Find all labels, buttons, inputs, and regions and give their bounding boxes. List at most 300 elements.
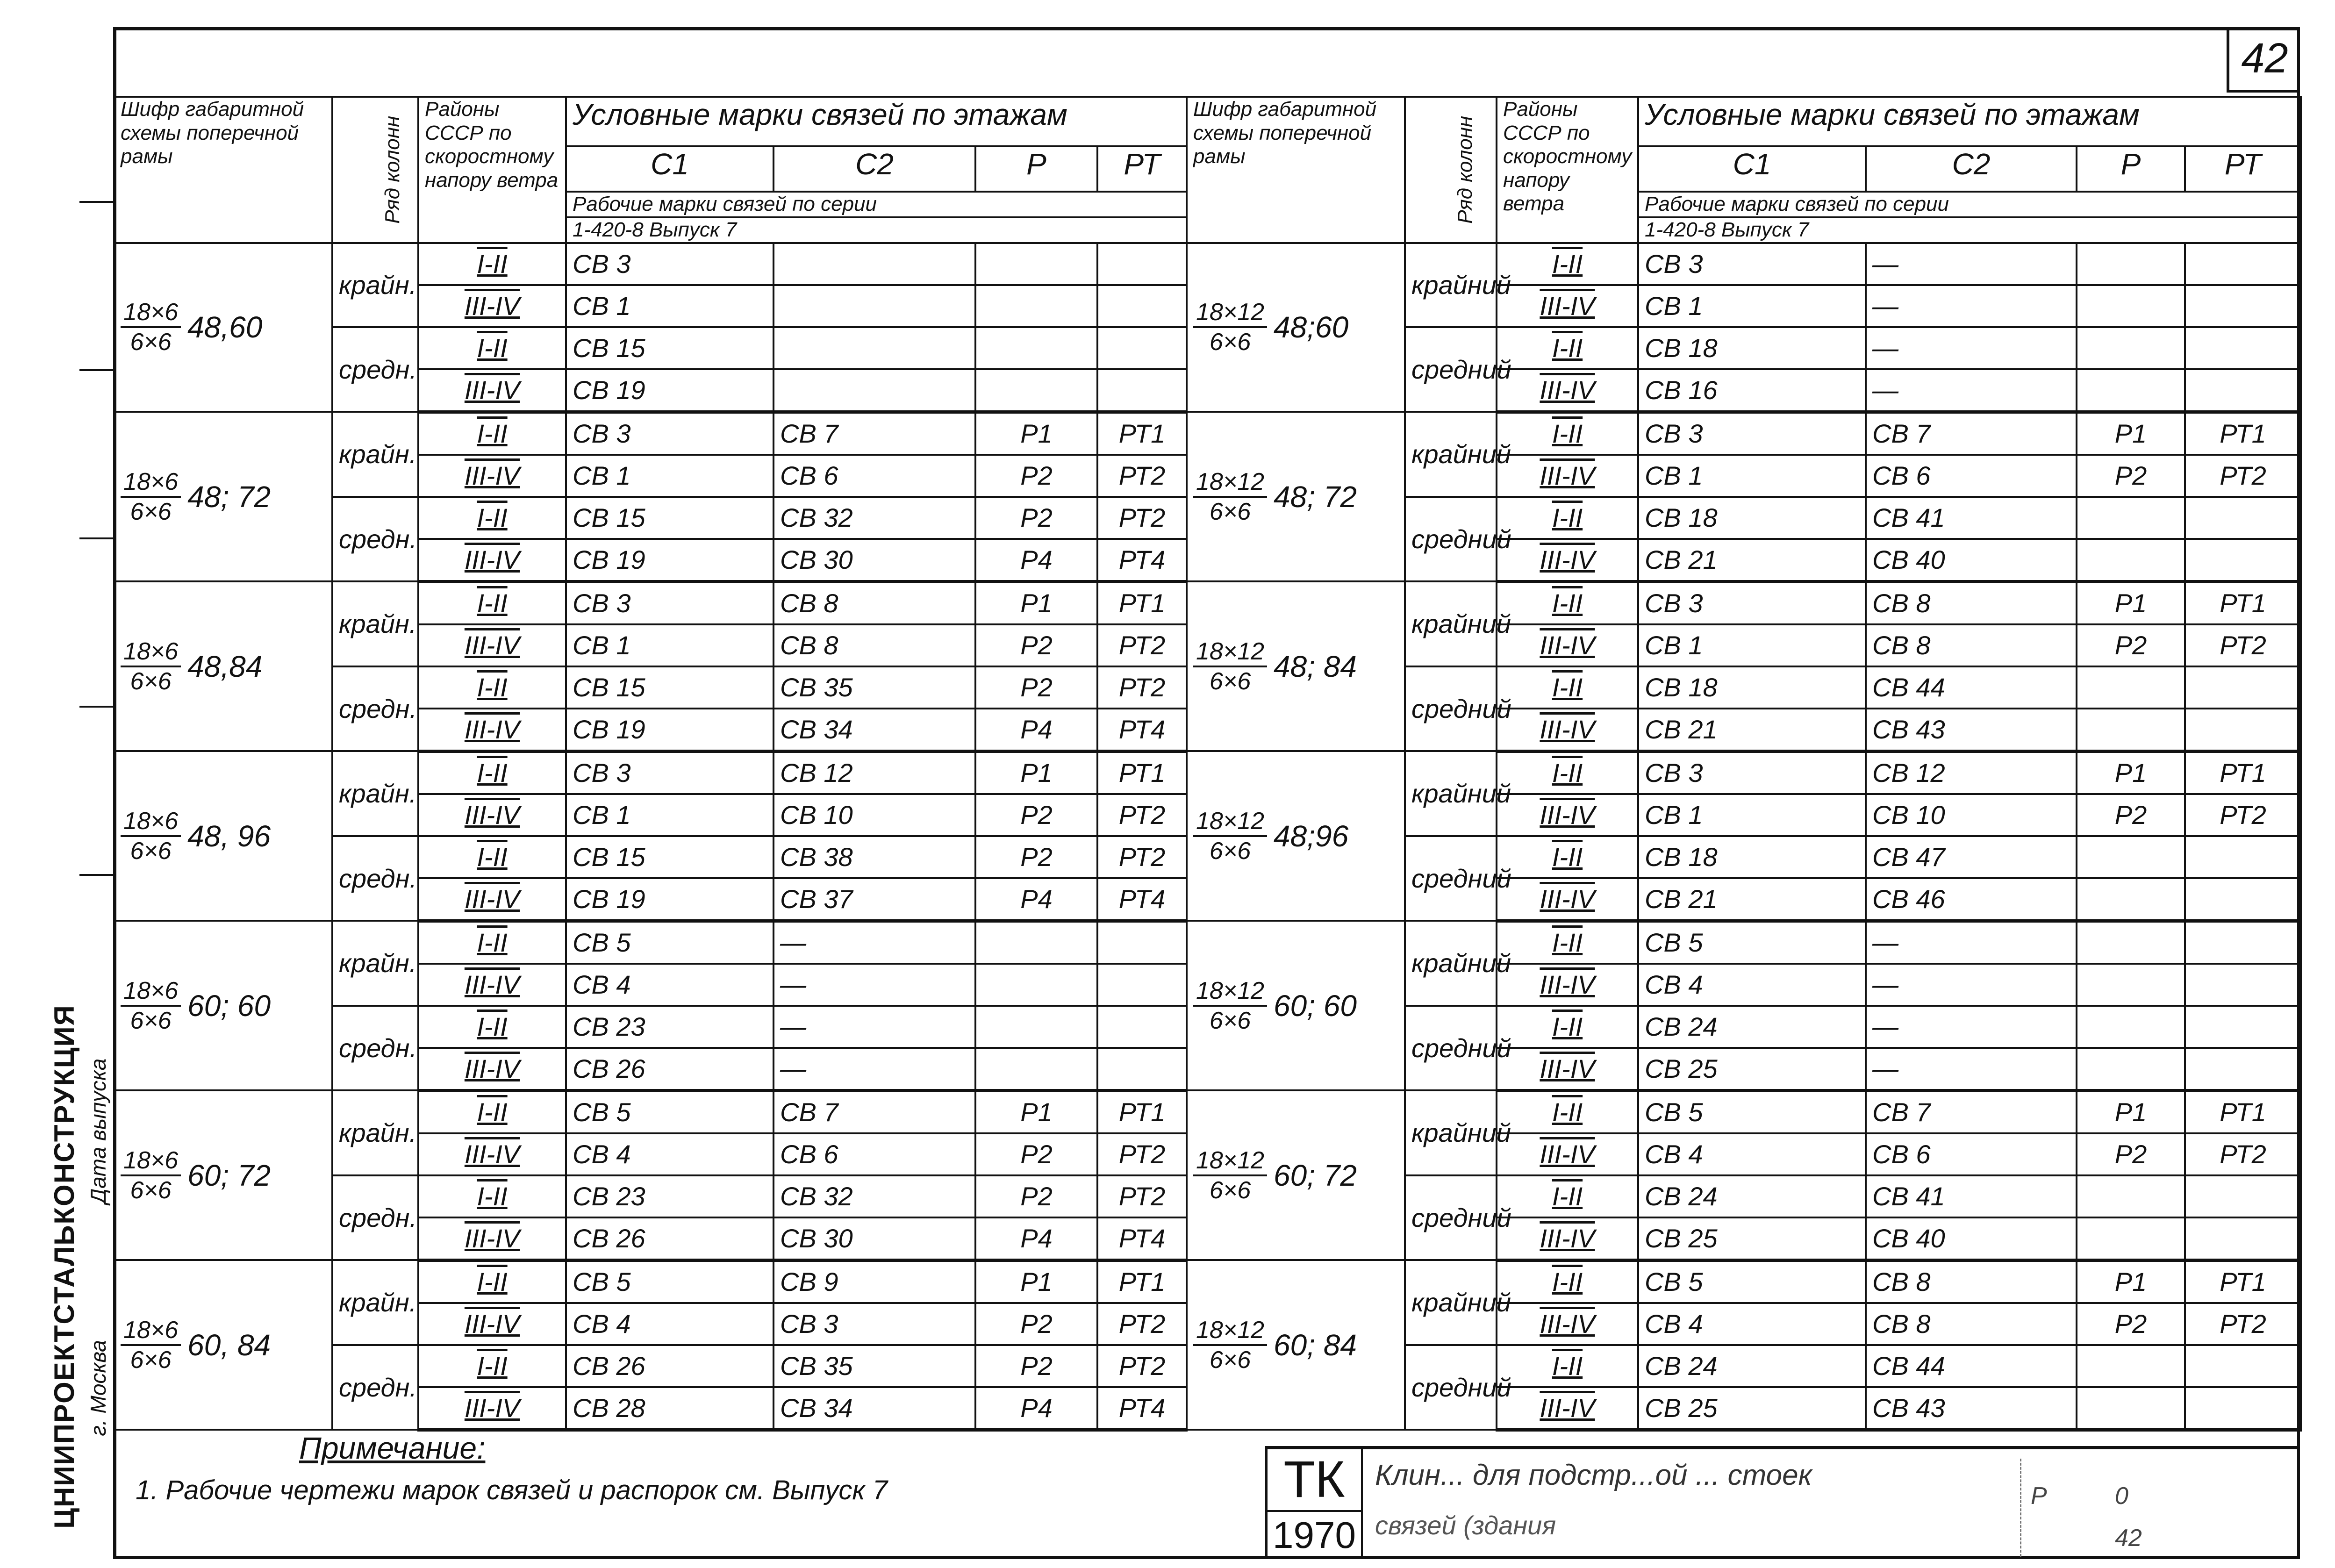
mark-p: Р1	[2077, 1260, 2185, 1303]
scheme-denominator: 6×6	[1209, 1007, 1251, 1034]
mark-c1: СВ 5	[566, 1090, 774, 1133]
note-text: 1. Рабочие чертежи марок связей и распорок см. Выпуск 7	[136, 1475, 888, 1505]
mark-c2: —	[774, 1006, 975, 1048]
mark-c1: СВ 15	[566, 836, 774, 878]
mark-c1: СВ 3	[566, 751, 774, 794]
mark-c2: СВ 32	[774, 497, 975, 539]
table-row	[1187, 1260, 2301, 1303]
mark-pt: РТ1	[2185, 751, 2301, 794]
mark-c1: СВ 25	[1638, 1048, 1866, 1091]
margin-tick	[79, 706, 113, 708]
scheme-cell	[1187, 1260, 1405, 1430]
mark-c2: СВ 8	[1866, 1303, 2077, 1345]
region-label: III-IV	[1540, 291, 1595, 321]
left-marks-table	[113, 96, 1188, 1432]
scheme-denominator: 6×6	[130, 1346, 172, 1374]
region-cell	[418, 624, 566, 666]
column-row-type: крайн.	[332, 921, 418, 1006]
mark-p: Р2	[975, 1133, 1097, 1175]
scheme-denominator: 6×6	[130, 667, 172, 695]
header-scheme: Шифр габаритной схемы поперечной рамы	[114, 97, 332, 243]
column-row-type: крайний	[1405, 581, 1497, 666]
mark-pt: РТ4	[1097, 1217, 1187, 1260]
mark-c1: СВ 19	[566, 878, 774, 921]
region-cell	[418, 666, 566, 709]
region-cell	[1497, 921, 1638, 964]
region-cell	[418, 1175, 566, 1217]
mark-c1: СВ 5	[566, 1260, 774, 1303]
header-series: 1-420-8 Выпуск 7	[566, 217, 1187, 243]
scheme-numerator: 18×12	[1193, 977, 1267, 1007]
region-label: I-II	[477, 503, 508, 533]
mark-c2: СВ 38	[774, 836, 975, 878]
header-row-label: Ряд колонн	[381, 115, 404, 224]
column-row-type: средний	[1405, 1345, 1497, 1430]
scheme-numerator: 18×6	[121, 1316, 181, 1346]
mark-p: Р2	[2077, 1303, 2185, 1345]
region-cell	[418, 751, 566, 794]
region-label: III-IV	[464, 1139, 520, 1169]
region-label: III-IV	[464, 461, 520, 491]
mark-c1: СВ 25	[1638, 1387, 1866, 1430]
mark-pt	[2185, 1387, 2301, 1430]
scheme-numerator: 18×12	[1193, 1146, 1267, 1176]
mark-p: Р4	[975, 539, 1097, 582]
region-label: III-IV	[1540, 1393, 1595, 1423]
right-marks-table	[1186, 96, 2302, 1432]
mark-p: Р1	[2077, 581, 2185, 624]
scheme-cell	[1187, 751, 1405, 921]
mark-c1: СВ 18	[1638, 327, 1866, 369]
scheme-fraction	[1193, 977, 1267, 1035]
column-row-type: крайн.	[332, 1260, 418, 1345]
region-cell	[1497, 836, 1638, 878]
header-row-label: Ряд колонн	[1454, 115, 1477, 224]
mark-pt: РТ2	[1097, 1175, 1187, 1217]
region-label: III-IV	[1540, 884, 1595, 914]
mark-p: Р1	[2077, 1090, 2185, 1133]
region-label: III-IV	[1540, 1054, 1595, 1084]
mark-p	[2077, 1217, 2185, 1260]
region-cell	[1497, 539, 1638, 582]
header-col-pt: РТ	[2185, 146, 2301, 192]
region-cell	[1497, 1217, 1638, 1260]
mark-c2: —	[1866, 243, 2077, 285]
mark-p	[2077, 1048, 2185, 1091]
mark-p	[2077, 497, 2185, 539]
region-label: I-II	[477, 928, 508, 958]
region-cell	[418, 1345, 566, 1387]
mark-c2: СВ 6	[774, 1133, 975, 1175]
column-row-type: крайний	[1405, 1260, 1497, 1345]
mark-c1: СВ 23	[566, 1006, 774, 1048]
region-cell	[418, 1090, 566, 1133]
column-row-type: крайний	[1405, 921, 1497, 1006]
mark-pt: РТ1	[2185, 1260, 2301, 1303]
mark-c2: —	[1866, 964, 2077, 1006]
mark-p: Р2	[975, 497, 1097, 539]
scheme-fraction	[121, 807, 181, 865]
mark-c2: СВ 30	[774, 539, 975, 582]
region-label: I-II	[477, 249, 508, 279]
region-cell	[1497, 1006, 1638, 1048]
table-row	[1187, 412, 2301, 455]
scheme-fraction	[121, 298, 181, 356]
region-label: I-II	[477, 673, 508, 702]
mark-pt: РТ2	[1097, 455, 1187, 497]
mark-p	[2077, 327, 2185, 369]
scheme-span: 48; 84	[1274, 649, 1357, 683]
column-row-type: крайн.	[332, 243, 418, 327]
mark-p	[975, 1048, 1097, 1091]
region-cell	[1497, 285, 1638, 327]
sheet-value: 0	[2115, 1482, 2128, 1510]
mark-c2: СВ 40	[1866, 539, 2077, 582]
table-row	[1187, 751, 2301, 794]
mark-p	[2077, 709, 2185, 752]
mark-c2	[774, 369, 975, 412]
mark-c2: СВ 47	[1866, 836, 2077, 878]
region-label: III-IV	[464, 715, 520, 745]
mark-c2: СВ 8	[774, 624, 975, 666]
mark-c1: СВ 21	[1638, 709, 1866, 752]
table-row	[1187, 243, 2301, 285]
mark-p: Р2	[2077, 624, 2185, 666]
region-label: III-IV	[464, 1393, 520, 1423]
region-label: III-IV	[464, 800, 520, 830]
mark-c1: СВ 24	[1638, 1345, 1866, 1387]
table-row	[1187, 921, 2301, 964]
mark-c1: СВ 1	[1638, 285, 1866, 327]
mark-pt: РТ2	[2185, 1303, 2301, 1345]
mark-pt	[1097, 243, 1187, 285]
scheme-denominator: 6×6	[130, 837, 172, 865]
mark-pt: РТ4	[1097, 878, 1187, 921]
mark-c2: СВ 37	[774, 878, 975, 921]
mark-p	[2077, 836, 2185, 878]
scheme-span: 60; 84	[1274, 1328, 1357, 1362]
mark-pt: РТ2	[1097, 497, 1187, 539]
mark-pt	[2185, 497, 2301, 539]
mark-pt: РТ1	[1097, 1090, 1187, 1133]
mark-p: Р2	[975, 836, 1097, 878]
mark-p	[975, 369, 1097, 412]
mark-c1: СВ 1	[1638, 794, 1866, 836]
scheme-span: 60; 60	[187, 988, 271, 1023]
mark-pt	[2185, 921, 2301, 964]
column-row-type: средн.	[332, 666, 418, 752]
mark-c2: СВ 7	[1866, 412, 2077, 455]
mark-pt	[2185, 836, 2301, 878]
margin-tick	[79, 537, 113, 539]
region-label: I-II	[1552, 1097, 1583, 1127]
sheet-info	[2020, 1459, 2176, 1557]
scheme-fraction	[121, 1316, 181, 1374]
mark-c1: СВ 1	[566, 794, 774, 836]
margin-tick	[79, 874, 113, 876]
scheme-fraction	[1193, 468, 1267, 526]
mark-p: Р1	[2077, 412, 2185, 455]
mark-pt: РТ1	[1097, 1260, 1187, 1303]
mark-pt: РТ1	[2185, 581, 2301, 624]
mark-p: Р1	[2077, 751, 2185, 794]
scheme-cell	[114, 581, 332, 751]
mark-c2: СВ 6	[774, 455, 975, 497]
region-cell	[418, 497, 566, 539]
mark-p	[2077, 285, 2185, 327]
region-cell	[1497, 455, 1638, 497]
mark-p: Р4	[975, 709, 1097, 752]
scheme-denominator: 6×6	[1209, 1346, 1251, 1374]
mark-p: Р2	[975, 1303, 1097, 1345]
mark-p: Р2	[2077, 794, 2185, 836]
scheme-span: 48; 72	[1274, 480, 1357, 514]
mark-c1: СВ 18	[1638, 497, 1866, 539]
scheme-span: 48;96	[1274, 819, 1349, 853]
mark-pt: РТ1	[1097, 412, 1187, 455]
header-series: 1-420-8 Выпуск 7	[1638, 217, 2301, 243]
region-label: I-II	[1552, 928, 1583, 958]
column-row-type: средн.	[332, 836, 418, 921]
region-label: III-IV	[464, 1054, 520, 1084]
scheme-numerator: 18×12	[1193, 1316, 1267, 1346]
mark-c1: СВ 4	[566, 1303, 774, 1345]
header-title: Условные марки связей по этажам	[566, 97, 1187, 146]
mark-c2: СВ 3	[774, 1303, 975, 1345]
header-working: Рабочие марки связей по серии	[1638, 192, 2301, 217]
mark-p	[975, 964, 1097, 1006]
column-row-type: крайний	[1405, 751, 1497, 836]
stamp-organization: ЦНИИПРОЕКТСТАЛЬКОНСТРУКЦИЯ	[49, 1004, 80, 1529]
mark-c2: СВ 6	[1866, 455, 2077, 497]
region-cell	[1497, 497, 1638, 539]
region-label: I-II	[1552, 673, 1583, 702]
region-cell	[418, 327, 566, 369]
mark-c2: СВ 7	[774, 1090, 975, 1133]
mark-p	[2077, 243, 2185, 285]
mark-c2: СВ 12	[774, 751, 975, 794]
mark-c2: СВ 46	[1866, 878, 2077, 921]
column-row-type: средн.	[332, 1345, 418, 1430]
mark-p	[975, 285, 1097, 327]
mark-c2: СВ 8	[1866, 624, 2077, 666]
scheme-cell	[114, 412, 332, 581]
mark-p: Р2	[2077, 455, 2185, 497]
mark-c2: —	[1866, 327, 2077, 369]
region-label: III-IV	[464, 1224, 520, 1253]
mark-p	[2077, 878, 2185, 921]
mark-pt	[2185, 1006, 2301, 1048]
region-label: III-IV	[464, 375, 520, 405]
region-cell	[418, 1006, 566, 1048]
mark-c1: СВ 5	[1638, 921, 1866, 964]
mark-c1: СВ 4	[566, 964, 774, 1006]
region-cell	[1497, 243, 1638, 285]
mark-pt: РТ2	[1097, 1345, 1187, 1387]
region-label: I-II	[1552, 419, 1583, 449]
region-label: I-II	[477, 1097, 508, 1127]
mark-c2: СВ 8	[1866, 581, 2077, 624]
scheme-span: 48;60	[1274, 310, 1349, 344]
table-row	[114, 581, 1187, 624]
region-cell	[418, 1260, 566, 1303]
column-row-type: средн.	[332, 497, 418, 582]
mark-pt	[2185, 369, 2301, 412]
region-label: I-II	[1552, 333, 1583, 363]
mark-c2: —	[1866, 369, 2077, 412]
scheme-fraction	[121, 977, 181, 1035]
mark-p: Р2	[975, 1175, 1097, 1217]
mark-pt: РТ1	[2185, 412, 2301, 455]
mark-c1: СВ 5	[1638, 1260, 1866, 1303]
region-label: I-II	[477, 419, 508, 449]
region-cell	[418, 1048, 566, 1091]
mark-c2: СВ 12	[1866, 751, 2077, 794]
column-row-type: крайн.	[332, 1090, 418, 1175]
mark-p	[975, 243, 1097, 285]
region-cell	[418, 794, 566, 836]
region-cell	[1497, 327, 1638, 369]
mark-pt: РТ2	[2185, 624, 2301, 666]
mark-c1: СВ 19	[566, 709, 774, 752]
mark-pt: РТ4	[1097, 1387, 1187, 1430]
mark-pt	[2185, 285, 2301, 327]
mark-c2: СВ 7	[1866, 1090, 2077, 1133]
region-label: III-IV	[1540, 1139, 1595, 1169]
column-row-type: средний	[1405, 497, 1497, 582]
scheme-denominator: 6×6	[1209, 498, 1251, 525]
mark-p	[975, 327, 1097, 369]
region-cell	[1497, 964, 1638, 1006]
region-cell	[1497, 624, 1638, 666]
mark-p: Р4	[975, 1387, 1097, 1430]
region-cell	[418, 878, 566, 921]
column-row-type: средний	[1405, 836, 1497, 921]
stamp-city: г. Москва	[86, 1340, 110, 1436]
mark-p: Р2	[975, 624, 1097, 666]
column-row-type: крайний	[1405, 1090, 1497, 1175]
mark-c1: СВ 3	[1638, 751, 1866, 794]
scheme-numerator: 18×12	[1193, 807, 1267, 837]
mark-pt: РТ2	[1097, 836, 1187, 878]
mark-c2: —	[1866, 1048, 2077, 1091]
region-label: I-II	[477, 1181, 508, 1211]
mark-c2: СВ 41	[1866, 1175, 2077, 1217]
column-row-type: крайн.	[332, 751, 418, 836]
header-col-p: Р	[975, 146, 1097, 192]
mark-c1: СВ 24	[1638, 1006, 1866, 1048]
region-cell	[418, 581, 566, 624]
mark-c1: СВ 19	[566, 369, 774, 412]
mark-c1: СВ 3	[1638, 581, 1866, 624]
mark-c1: СВ 18	[1638, 836, 1866, 878]
mark-p: Р2	[975, 666, 1097, 709]
mark-p: Р1	[975, 1090, 1097, 1133]
scheme-denominator: 6×6	[130, 1007, 172, 1034]
mark-pt: РТ2	[2185, 455, 2301, 497]
column-row-type: крайний	[1405, 243, 1497, 327]
mark-c2: СВ 34	[774, 1387, 975, 1430]
scheme-cell	[114, 243, 332, 412]
region-label: I-II	[477, 333, 508, 363]
region-cell	[1497, 412, 1638, 455]
table-row	[114, 243, 1187, 285]
scheme-cell	[1187, 1090, 1405, 1260]
scheme-denominator: 6×6	[1209, 667, 1251, 695]
mark-c1: СВ 4	[1638, 964, 1866, 1006]
mark-c1: СВ 3	[1638, 243, 1866, 285]
scheme-numerator: 18×6	[121, 977, 181, 1007]
region-label: III-IV	[464, 291, 520, 321]
region-cell	[418, 1133, 566, 1175]
mark-pt: РТ2	[1097, 1303, 1187, 1345]
mark-pt	[1097, 369, 1187, 412]
region-label: I-II	[1552, 842, 1583, 872]
header-col-c1: С1	[566, 146, 774, 192]
mark-c2: СВ 9	[774, 1260, 975, 1303]
table-row	[114, 1090, 1187, 1133]
mark-c1: СВ 25	[1638, 1217, 1866, 1260]
scheme-span: 48,60	[187, 310, 263, 344]
mark-c2: —	[1866, 285, 2077, 327]
mark-c2: СВ 43	[1866, 1387, 2077, 1430]
mark-c2: —	[774, 921, 975, 964]
region-cell	[1497, 794, 1638, 836]
scheme-numerator: 18×6	[121, 1146, 181, 1176]
scheme-fraction	[1193, 1146, 1267, 1204]
stamp-date-label: Дата выпуска	[86, 1058, 110, 1204]
mark-c2: СВ 34	[774, 709, 975, 752]
mark-c2: СВ 10	[774, 794, 975, 836]
scheme-span: 60; 72	[187, 1158, 271, 1192]
scheme-denominator: 6×6	[130, 498, 172, 525]
region-label: III-IV	[464, 884, 520, 914]
mark-c1: СВ 15	[566, 327, 774, 369]
mark-c2: —	[1866, 1006, 2077, 1048]
mark-pt: РТ1	[1097, 751, 1187, 794]
mark-p: Р2	[975, 1345, 1097, 1387]
scheme-cell	[114, 1090, 332, 1260]
scheme-numerator: 18×12	[1193, 298, 1267, 328]
scheme-fraction	[1193, 807, 1267, 865]
scheme-span: 60; 60	[1274, 988, 1357, 1023]
mark-pt	[2185, 1048, 2301, 1091]
scheme-numerator: 18×6	[121, 468, 181, 498]
mark-c1: СВ 18	[1638, 666, 1866, 709]
mark-p	[975, 1006, 1097, 1048]
region-cell	[1497, 1133, 1638, 1175]
region-cell	[418, 412, 566, 455]
code-year: 1970	[1273, 1514, 1356, 1556]
region-cell	[418, 836, 566, 878]
region-label: I-II	[477, 588, 508, 618]
code-top: ТК	[1268, 1449, 1361, 1512]
region-label: I-II	[1552, 1267, 1583, 1297]
region-cell	[1497, 751, 1638, 794]
region-cell	[418, 1217, 566, 1260]
organization-stamp	[47, 967, 115, 1559]
region-cell	[418, 964, 566, 1006]
region-label: I-II	[1552, 1181, 1583, 1211]
margin-tick	[79, 369, 113, 371]
title-block-code	[1268, 1449, 1363, 1559]
drawing-title-line2: связей (здания	[1375, 1511, 1556, 1540]
mark-pt	[1097, 285, 1187, 327]
mark-c1: СВ 3	[566, 243, 774, 285]
mark-pt	[1097, 964, 1187, 1006]
region-label: I-II	[477, 1267, 508, 1297]
header-col-c1: С1	[1638, 146, 1866, 192]
